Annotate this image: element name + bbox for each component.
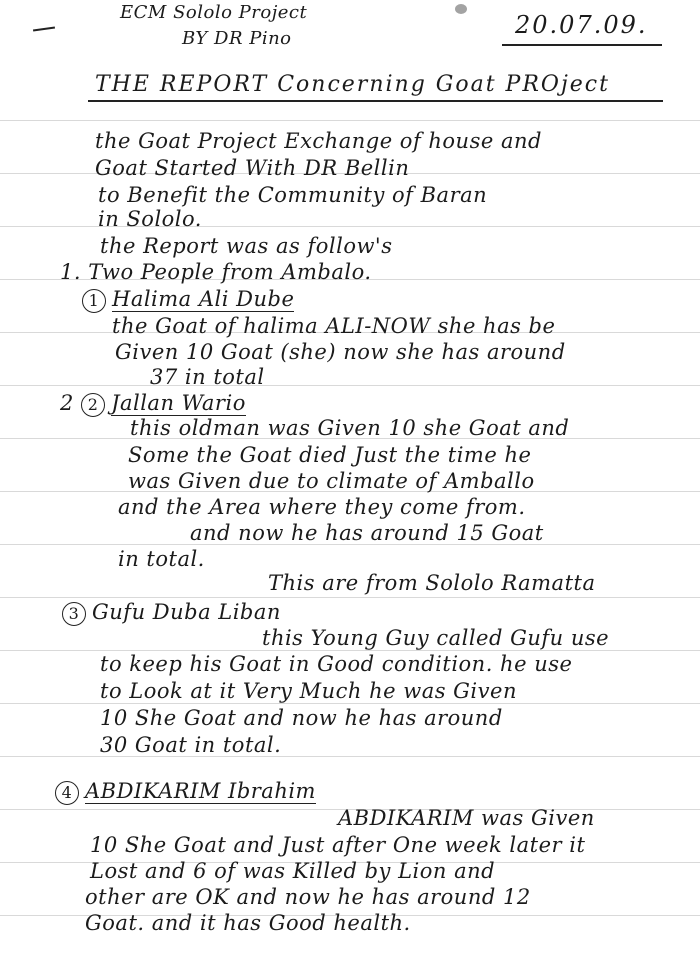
report-date: 20.07.09. bbox=[515, 11, 648, 39]
entry-number: 3 bbox=[62, 602, 86, 626]
entry-text-line: this Young Guy called Gufu use bbox=[262, 626, 610, 650]
entry-number: 4 bbox=[55, 781, 79, 805]
entry-text-line: 30 Goat in total. bbox=[100, 733, 282, 757]
entry-number: 1 bbox=[82, 289, 106, 313]
margin-dash-mark bbox=[33, 26, 55, 31]
entry-text-line: 37 in total bbox=[150, 365, 265, 389]
entry-text-line: the Goat of halima ALI-NOW she has be bbox=[112, 314, 556, 338]
entry-text-line: Goat. and it has Good health. bbox=[85, 911, 411, 935]
date-underline bbox=[502, 44, 662, 46]
title-underline bbox=[88, 100, 663, 102]
entry-text-line: Some the Goat died Just the time he bbox=[128, 443, 532, 467]
entry-text-line: other are OK and now he has around 12 bbox=[85, 885, 531, 909]
location-note: This are from Sololo Ramatta bbox=[268, 571, 596, 595]
entry-heading bbox=[60, 390, 246, 417]
entry-text-line: this oldman was Given 10 she Goat and bbox=[130, 416, 570, 440]
ruled-line bbox=[0, 385, 700, 386]
header-author-line: BY DR Pino bbox=[182, 28, 292, 49]
entry-text-line: in total. bbox=[118, 547, 205, 571]
report-title: THE REPORT Concerning Goat PROject bbox=[95, 72, 610, 97]
entry-text-line: was Given due to climate of Amballo bbox=[128, 469, 535, 493]
entry-text-line: Given 10 Goat (she) now she has around bbox=[115, 340, 566, 364]
entry-name: Gufu Duba Liban bbox=[92, 600, 281, 624]
entry-name: ABDIKARIM Ibrahim bbox=[85, 779, 316, 803]
intro-line: the Goat Project Exchange of house and bbox=[95, 129, 542, 153]
entry-name: Halima Ali Dube bbox=[112, 287, 295, 311]
entry-text-line: 10 She Goat and now he has around bbox=[100, 706, 503, 730]
entry-number: 2 bbox=[81, 393, 105, 417]
section-heading: 1. Two People from Ambalo. bbox=[60, 260, 372, 284]
entry-name: Jallan Wario bbox=[111, 391, 246, 415]
intro-line: Goat Started With DR Bellin bbox=[95, 156, 410, 180]
entry-heading bbox=[55, 778, 316, 805]
entry-heading bbox=[82, 286, 294, 313]
entry-text-line: ABDIKARIM was Given bbox=[338, 806, 595, 830]
entry-text-line: and now he has around 15 Goat bbox=[190, 521, 544, 545]
entry-text-line: to keep his Goat in Good condition. he use bbox=[100, 652, 573, 676]
ruled-line bbox=[0, 597, 700, 598]
entry-text-line: and the Area where they come from. bbox=[118, 495, 526, 519]
intro-line: the Report was as follow's bbox=[100, 234, 393, 258]
ink-blot bbox=[455, 4, 467, 14]
intro-line: to Benefit the Community of Baran bbox=[98, 183, 488, 207]
ruled-line bbox=[0, 120, 700, 121]
entry-prefix: 2 bbox=[60, 391, 74, 415]
entry-heading bbox=[62, 599, 281, 626]
intro-line: in Sololo. bbox=[98, 207, 202, 231]
header-project-line: ECM Sololo Project bbox=[120, 2, 308, 23]
entry-text-line: to Look at it Very Much he was Given bbox=[100, 679, 517, 703]
entry-text-line: 10 She Goat and Just after One week later it bbox=[90, 833, 586, 857]
entry-text-line: Lost and 6 of was Killed by Lion and bbox=[90, 859, 496, 883]
